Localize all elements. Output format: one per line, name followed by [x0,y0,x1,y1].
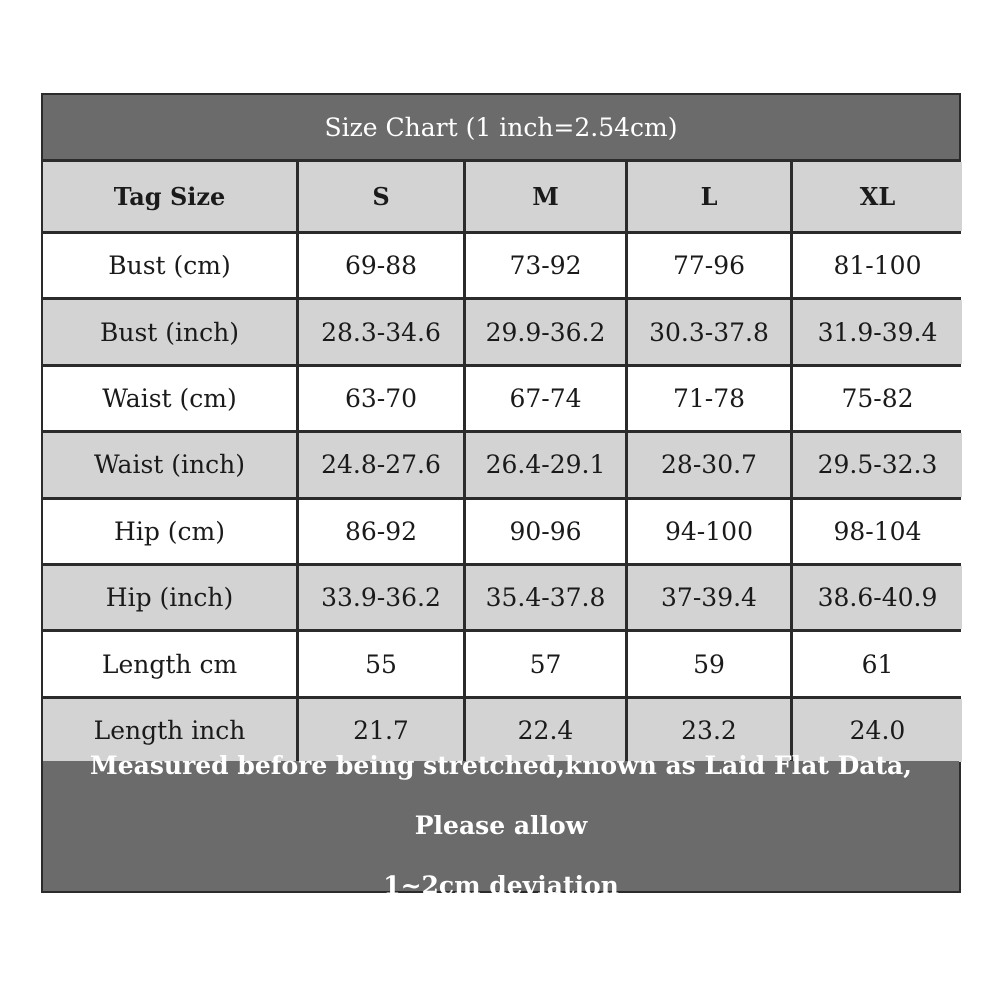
table-cell: 71-78 [628,367,790,430]
table-cell: 35.4-37.8 [466,566,625,629]
row-label: Bust (cm) [43,234,296,297]
table-cell: 29.5-32.3 [793,433,962,496]
row-label: Length cm [43,632,296,695]
table-cell: 94-100 [628,500,790,563]
size-table [43,162,959,758]
table-cell: 31.9-39.4 [793,300,962,363]
table-cell: 57 [466,632,625,695]
row-label: Hip (cm) [43,500,296,563]
table-cell: 73-92 [466,234,625,297]
header-cell-xl: XL [793,162,962,231]
table-cell: 30.3-37.8 [628,300,790,363]
table-cell: 26.4-29.1 [466,433,625,496]
table-cell: 63-70 [299,367,463,430]
table-cell: 75-82 [793,367,962,430]
table-cell: 98-104 [793,500,962,563]
table-cell: 81-100 [793,234,962,297]
row-label: Hip (inch) [43,566,296,629]
table-cell: 24.8-27.6 [299,433,463,496]
table-cell: 38.6-40.9 [793,566,962,629]
table-cell: 61 [793,632,962,695]
row-label: Waist (inch) [43,433,296,496]
table-cell: 21.7 [299,699,463,762]
table-cell: 37-39.4 [628,566,790,629]
header-cell-l: L [628,162,790,231]
row-label: Length inch [43,699,296,762]
table-cell: 59 [628,632,790,695]
table-cell: 22.4 [466,699,625,762]
size-chart [41,93,961,900]
table-cell: 86-92 [299,500,463,563]
table-cell: 77-96 [628,234,790,297]
table-cell: 33.9-36.2 [299,566,463,629]
table-cell: 90-96 [466,500,625,563]
table-cell: 69-88 [299,234,463,297]
table-cell: 67-74 [466,367,625,430]
table-cell: 24.0 [793,699,962,762]
note-line-1: Measured before being stretched,known as Laid Flat Data, Please allow [90,751,912,840]
row-label: Bust (inch) [43,300,296,363]
note-line-2: 1~2cm deviation [383,871,619,900]
measurement-note [43,751,959,900]
chart-title: Size Chart (1 inch=2.54cm) [43,95,959,159]
table-cell: 29.9-36.2 [466,300,625,363]
table-cell: 23.2 [628,699,790,762]
header-cell-s: S [299,162,463,231]
table-cell: 55 [299,632,463,695]
table-cell: 28.3-34.6 [299,300,463,363]
row-label: Waist (cm) [43,367,296,430]
header-cell-tag-size: Tag Size [43,162,296,231]
table-cell: 28-30.7 [628,433,790,496]
header-cell-m: M [466,162,625,231]
